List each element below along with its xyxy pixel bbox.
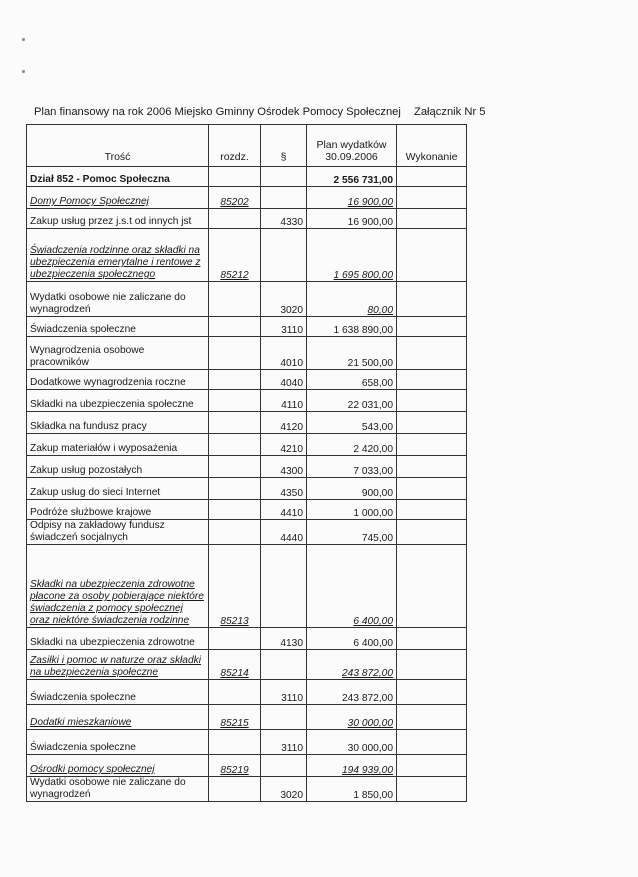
cell-wykonanie <box>397 777 467 802</box>
cell-tresc: Składki na ubezpieczenia zdrowotne płacone za osoby pobierające niektóre świadczenia z pomocy społecznej oraz niektóre świadczenia rodzinne <box>27 545 209 628</box>
title-text: Plan finansowy na rok 2006 Miejsko Gminny Ośrodek Pomocy Społecznej <box>34 106 401 118</box>
cell-wykonanie <box>397 370 467 390</box>
cell-wykonanie <box>397 390 467 412</box>
table-row <box>27 680 467 705</box>
cell-tresc: Wynagrodzenia osobowe pracowników <box>27 337 209 370</box>
header-rozdz: rozdz. <box>209 125 261 167</box>
cell-rozdz <box>209 337 261 370</box>
cell-wykonanie <box>397 730 467 755</box>
cell-wykonanie <box>397 478 467 500</box>
cell-plan: 1 000,00 <box>307 500 397 520</box>
cell-rozdz <box>209 370 261 390</box>
table-row <box>27 317 467 337</box>
header-paragraph: § <box>261 125 307 167</box>
cell-paragraph: 3020 <box>261 282 307 317</box>
cell-paragraph <box>261 167 307 187</box>
cell-wykonanie <box>397 317 467 337</box>
cell-plan: 243 872,00 <box>307 680 397 705</box>
table-row <box>27 628 467 650</box>
cell-plan: 243 872,00 <box>307 650 397 680</box>
annex-label: Załącznik Nr 5 <box>414 106 486 118</box>
cell-rozdz: 85202 <box>209 187 261 209</box>
cell-paragraph <box>261 187 307 209</box>
table-row <box>27 434 467 456</box>
cell-plan: 2 556 731,00 <box>307 167 397 187</box>
cell-rozdz: 85212 <box>209 229 261 282</box>
cell-wykonanie <box>397 520 467 545</box>
cell-tresc: Zakup materiałów i wyposażenia <box>27 434 209 456</box>
cell-tresc: Dodatki mieszkaniowe <box>27 705 209 730</box>
cell-wykonanie <box>397 337 467 370</box>
cell-tresc: Zakup usług do sieci Internet <box>27 478 209 500</box>
financial-plan-table <box>26 124 467 802</box>
cell-paragraph <box>261 229 307 282</box>
cell-rozdz <box>209 628 261 650</box>
cell-rozdz <box>209 500 261 520</box>
cell-plan: 1 695 800,00 <box>307 229 397 282</box>
cell-plan: 16 900,00 <box>307 209 397 229</box>
cell-plan: 7 033,00 <box>307 456 397 478</box>
cell-plan: 6 400,00 <box>307 628 397 650</box>
cell-tresc: Składka na fundusz pracy <box>27 412 209 434</box>
cell-plan: 658,00 <box>307 370 397 390</box>
cell-tresc: Składki na ubezpieczenia społeczne <box>27 390 209 412</box>
table-row <box>27 412 467 434</box>
cell-wykonanie <box>397 545 467 628</box>
cell-paragraph: 4010 <box>261 337 307 370</box>
cell-tresc: Świadczenia rodzinne oraz składki na ubezpieczenia emerytalne i rentowe z ubezpieczenia społecznego <box>27 229 209 282</box>
cell-tresc: Dodatkowe wynagrodzenia roczne <box>27 370 209 390</box>
cell-wykonanie <box>397 755 467 777</box>
table-row <box>27 390 467 412</box>
header-row <box>27 125 467 167</box>
cell-rozdz <box>209 282 261 317</box>
cell-wykonanie <box>397 282 467 317</box>
cell-plan: 22 031,00 <box>307 390 397 412</box>
cell-paragraph: 4130 <box>261 628 307 650</box>
cell-wykonanie <box>397 650 467 680</box>
cell-tresc: Ośrodki pomocy społecznej <box>27 755 209 777</box>
cell-plan: 2 420,00 <box>307 434 397 456</box>
cell-rozdz <box>209 317 261 337</box>
cell-paragraph: 4210 <box>261 434 307 456</box>
cell-wykonanie <box>397 456 467 478</box>
cell-rozdz <box>209 434 261 456</box>
cell-paragraph: 4040 <box>261 370 307 390</box>
table-row <box>27 282 467 317</box>
cell-tresc: Zasiłki i pomoc w naturze oraz składki na ubezpieczenia społeczne <box>27 650 209 680</box>
cell-paragraph: 4330 <box>261 209 307 229</box>
cell-paragraph: 4110 <box>261 390 307 412</box>
cell-paragraph: 4440 <box>261 520 307 545</box>
cell-tresc: Świadczenia społeczne <box>27 730 209 755</box>
cell-paragraph: 3110 <box>261 730 307 755</box>
cell-rozdz <box>209 478 261 500</box>
cell-plan: 745,00 <box>307 520 397 545</box>
table-row <box>27 520 467 545</box>
cell-rozdz: 85214 <box>209 650 261 680</box>
cell-rozdz <box>209 412 261 434</box>
cell-rozdz <box>209 209 261 229</box>
cell-plan: 1 638 890,00 <box>307 317 397 337</box>
cell-plan: 21 500,00 <box>307 337 397 370</box>
cell-rozdz <box>209 390 261 412</box>
table-row <box>27 755 467 777</box>
scan-speck <box>22 70 25 73</box>
table-row <box>27 500 467 520</box>
cell-rozdz <box>209 777 261 802</box>
table-row <box>27 229 467 282</box>
cell-paragraph: 3110 <box>261 317 307 337</box>
cell-paragraph: 4300 <box>261 456 307 478</box>
cell-tresc: Dział 852 - Pomoc Społeczna <box>27 167 209 187</box>
cell-rozdz <box>209 730 261 755</box>
table-row <box>27 187 467 209</box>
cell-wykonanie <box>397 500 467 520</box>
cell-tresc: Podróże służbowe krajowe <box>27 500 209 520</box>
table-row <box>27 705 467 730</box>
cell-wykonanie <box>397 680 467 705</box>
header-tresc: Trość <box>27 125 209 167</box>
header-wykonanie: Wykonanie <box>397 125 467 167</box>
cell-paragraph: 4350 <box>261 478 307 500</box>
cell-plan: 194 939,00 <box>307 755 397 777</box>
cell-tresc: Składki na ubezpieczenia zdrowotne <box>27 628 209 650</box>
scan-speck <box>22 38 25 41</box>
cell-paragraph <box>261 705 307 730</box>
cell-paragraph: 3110 <box>261 680 307 705</box>
cell-paragraph: 4120 <box>261 412 307 434</box>
table-row <box>27 478 467 500</box>
cell-tresc: Odpisy na zakładowy fundusz świadczeń socjalnych <box>27 520 209 545</box>
header-plan: Plan wydatków 30.09.2006 <box>307 125 397 167</box>
cell-plan: 6 400,00 <box>307 545 397 628</box>
cell-wykonanie <box>397 705 467 730</box>
cell-tresc: Świadczenia społeczne <box>27 680 209 705</box>
cell-rozdz: 85213 <box>209 545 261 628</box>
cell-tresc: Wydatki osobowe nie zaliczane do wynagrodzeń <box>27 282 209 317</box>
table-row <box>27 545 467 628</box>
cell-plan: 900,00 <box>307 478 397 500</box>
table-row <box>27 730 467 755</box>
cell-rozdz: 85215 <box>209 705 261 730</box>
cell-rozdz <box>209 520 261 545</box>
cell-wykonanie <box>397 167 467 187</box>
cell-plan: 30 000,00 <box>307 730 397 755</box>
cell-rozdz <box>209 456 261 478</box>
cell-wykonanie <box>397 187 467 209</box>
cell-wykonanie <box>397 628 467 650</box>
cell-paragraph: 4410 <box>261 500 307 520</box>
cell-plan: 80,00 <box>307 282 397 317</box>
cell-wykonanie <box>397 434 467 456</box>
document-title <box>34 106 486 118</box>
cell-plan: 1 850,00 <box>307 777 397 802</box>
cell-tresc: Zakup usług przez j.s.t od innych jst <box>27 209 209 229</box>
cell-rozdz: 85219 <box>209 755 261 777</box>
cell-wykonanie <box>397 412 467 434</box>
table-row <box>27 209 467 229</box>
cell-tresc: Zakup usług pozostałych <box>27 456 209 478</box>
table-row <box>27 650 467 680</box>
cell-rozdz <box>209 680 261 705</box>
cell-paragraph: 3020 <box>261 777 307 802</box>
table-row <box>27 337 467 370</box>
cell-plan: 16 900,00 <box>307 187 397 209</box>
cell-paragraph <box>261 650 307 680</box>
table-row <box>27 777 467 802</box>
cell-plan: 543,00 <box>307 412 397 434</box>
cell-tresc: Świadczenia społeczne <box>27 317 209 337</box>
cell-paragraph <box>261 545 307 628</box>
cell-rozdz <box>209 167 261 187</box>
table-row <box>27 456 467 478</box>
table-row <box>27 167 467 187</box>
cell-wykonanie <box>397 229 467 282</box>
cell-paragraph <box>261 755 307 777</box>
cell-plan: 30 000,00 <box>307 705 397 730</box>
table-row <box>27 370 467 390</box>
cell-tresc: Wydatki osobowe nie zaliczane do wynagrodzeń <box>27 777 209 802</box>
cell-wykonanie <box>397 209 467 229</box>
cell-tresc: Domy Pomocy Społecznej <box>27 187 209 209</box>
